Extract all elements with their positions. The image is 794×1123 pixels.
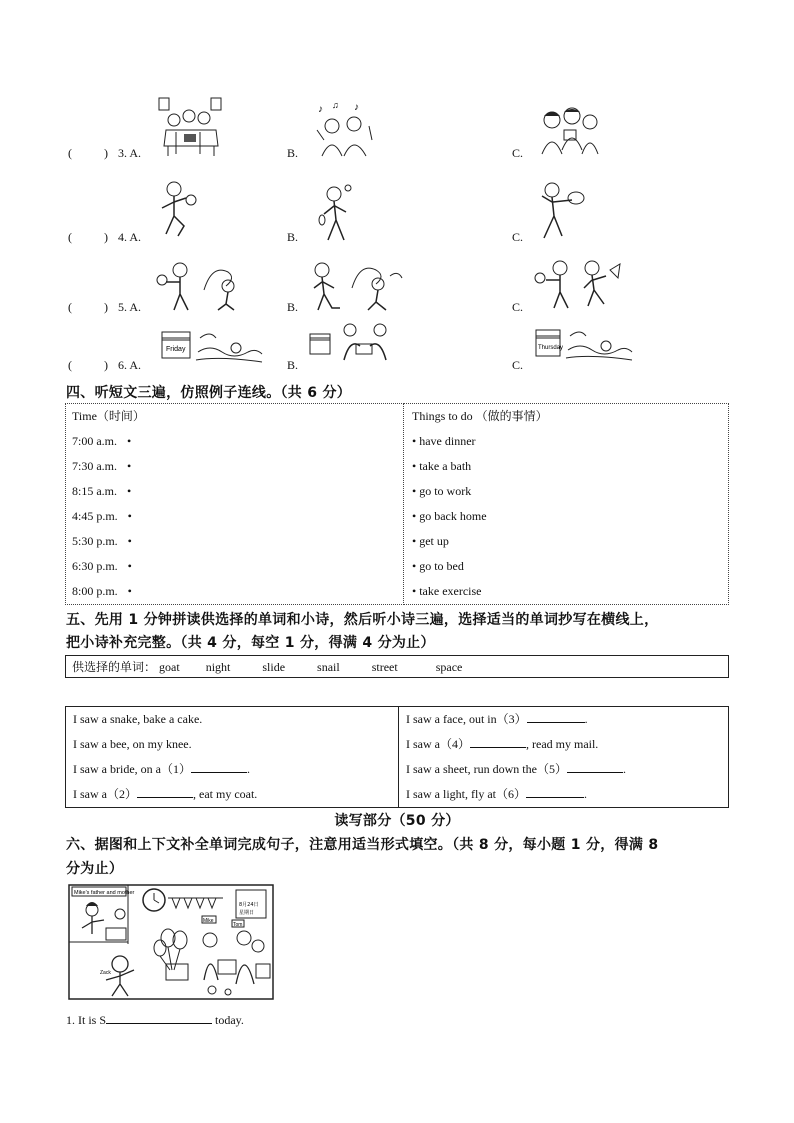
question-1: 1. It is S today.	[66, 1013, 244, 1027]
section-4-heading: 四、听短文三遍，仿照例子连线。（共 6 分）	[66, 385, 352, 401]
things-row: • have dinner	[412, 434, 476, 448]
poem-line: I saw a sheet, run down the（5） .	[406, 762, 626, 776]
option-a-label: 5. A.	[118, 300, 142, 314]
baseball-boy-picture	[538, 180, 586, 242]
calendar-friday-text: Friday	[166, 346, 186, 353]
word-bank-word: snail	[317, 660, 340, 674]
option-c-label: C.	[512, 358, 524, 372]
poem-line: I saw a（2） , eat my coat.	[73, 787, 258, 801]
svg-text:♪: ♪	[354, 102, 359, 113]
word-bank-word: slide	[262, 660, 286, 674]
word-bank-label: 供选择的单词：	[72, 660, 157, 674]
match-dot[interactable]: •	[412, 434, 417, 448]
poem-line: I saw a bee, on my knee.	[73, 737, 192, 751]
match-dot[interactable]: •	[412, 459, 417, 473]
svg-text:♪: ♪	[318, 104, 323, 115]
time-row: 8:00 p.m. •	[72, 579, 403, 604]
time-row: 8:15 a.m. •	[72, 479, 403, 504]
friday-swimming-picture	[160, 326, 264, 366]
option-c-label: C.	[512, 146, 524, 160]
things-column	[404, 404, 729, 605]
mike-label: Mike	[203, 918, 214, 924]
time-row: 6:30 p.m. •	[72, 554, 403, 579]
option-b-label: B.	[287, 300, 299, 314]
things-row: • go to bed	[412, 559, 464, 573]
reading-writing-title: 读写部分（50 分）	[334, 813, 460, 829]
option-c-label: C.	[512, 300, 524, 314]
party-family-picture	[156, 96, 226, 158]
things-header: Things to do （做的事情）	[412, 409, 548, 423]
things-row: • go back home	[412, 509, 487, 523]
poem-left-column	[66, 707, 399, 808]
option-c-label: C.	[512, 230, 524, 244]
things-row: • take exercise	[412, 584, 482, 598]
svg-text:♫: ♫	[332, 100, 339, 110]
friday-chess-picture	[308, 320, 400, 366]
match-dot[interactable]: •	[412, 559, 417, 573]
things-row: • get up	[412, 534, 449, 548]
option-a-label: 3. A.	[118, 146, 142, 160]
answer-blank-1[interactable]	[191, 761, 247, 773]
answer-paren-close: )	[104, 146, 108, 160]
volleyball-dance-picture	[530, 258, 626, 310]
poem-right-column	[399, 707, 729, 808]
answer-blank-3[interactable]	[527, 711, 585, 723]
match-dot[interactable]: •	[412, 584, 417, 598]
answer-paren-open: (	[68, 146, 72, 160]
match-dot[interactable]: •	[412, 534, 417, 548]
option-a-label: 4. A.	[118, 230, 142, 244]
section-6-heading-line1: 六、据图和上下文补全单词完成句子，注意用适当形式填空。（共 8 分，每小题 1 分，得满 8	[66, 837, 659, 853]
things-row: • take a bath	[412, 459, 472, 473]
word-bank-word: street	[371, 660, 398, 674]
answer-blank-2[interactable]	[137, 786, 193, 798]
match-dot[interactable]: •	[127, 434, 132, 448]
things-row: • go to work	[412, 484, 472, 498]
answer-blank-5[interactable]	[567, 761, 623, 773]
time-row: 4:45 p.m. •	[72, 504, 403, 529]
volleyball-ribbon-picture	[156, 260, 242, 312]
thursday-swimming-picture	[534, 324, 634, 364]
time-column	[66, 404, 404, 605]
picture-caption: Mike's father and mother	[74, 890, 135, 896]
word-bank-word: goat	[159, 660, 180, 674]
match-dot[interactable]: •	[127, 584, 132, 598]
match-dot[interactable]: •	[127, 484, 132, 498]
poem-line: I saw a face, out in（3） .	[406, 712, 588, 726]
football-boy-picture	[158, 180, 198, 242]
word-bank-word: space	[435, 660, 463, 674]
calendar-thursday-text: Thursday	[538, 345, 564, 351]
dance-ribbon-picture	[312, 260, 404, 312]
match-dot[interactable]: •	[127, 459, 132, 473]
badminton-girl-picture	[318, 182, 358, 244]
singing-people-picture	[314, 100, 376, 158]
time-matching-table	[65, 403, 729, 605]
answer-paren-close: )	[104, 230, 108, 244]
section-5-heading-line1: 五、先用 1 分钟拼读供选择的单词和小诗，然后听小诗三遍，选择适当的单词抄写在横线上，	[66, 612, 659, 628]
word-bank-word: night	[205, 660, 231, 674]
match-dot[interactable]: •	[412, 509, 417, 523]
section-6-heading-line2: 分为止）	[66, 861, 124, 877]
answer-paren-open: (	[68, 230, 72, 244]
birthday-party-picture	[68, 884, 274, 1000]
option-b-label: B.	[287, 358, 299, 372]
answer-blank-6[interactable]	[526, 786, 584, 798]
time-header: Time（时间）	[72, 409, 145, 423]
word-bank-box	[65, 655, 729, 678]
calendar-date: 8月24日	[239, 902, 259, 908]
poem-table	[65, 706, 729, 808]
option-a-label: 6. A.	[118, 358, 142, 372]
answer-paren-close: )	[104, 300, 108, 314]
answer-paren-close: )	[104, 358, 108, 372]
time-row: 7:30 a.m. •	[72, 454, 403, 479]
poem-line: I saw a snake, bake a cake.	[73, 712, 203, 726]
answer-paren-open: (	[68, 300, 72, 314]
answer-blank-4[interactable]	[470, 736, 526, 748]
zack-label: Zack	[100, 970, 111, 976]
time-row: 5:30 p.m. •	[72, 529, 403, 554]
match-dot[interactable]: •	[127, 509, 132, 523]
match-dot[interactable]: •	[127, 534, 132, 548]
tom-label: Tom	[233, 922, 243, 928]
answer-blank-q1[interactable]	[106, 1012, 212, 1024]
option-b-label: B.	[287, 146, 299, 160]
poem-line: I saw a light, fly at（6） .	[406, 787, 587, 801]
match-dot[interactable]: •	[412, 484, 417, 498]
calendar-weekday: 星期日	[239, 910, 255, 916]
children-gift-picture	[538, 106, 602, 156]
option-b-label: B.	[287, 230, 299, 244]
section-5-heading-line2: 把小诗补充完整。（共 4 分，每空 1 分，得满 4 分为止）	[66, 635, 435, 651]
poem-line: I saw a（4） , read my mail.	[406, 737, 599, 751]
match-dot[interactable]: •	[127, 559, 132, 573]
poem-line: I saw a bride, on a（1） .	[73, 762, 250, 776]
answer-paren-open: (	[68, 358, 72, 372]
time-row: 7:00 a.m. •	[72, 429, 403, 454]
